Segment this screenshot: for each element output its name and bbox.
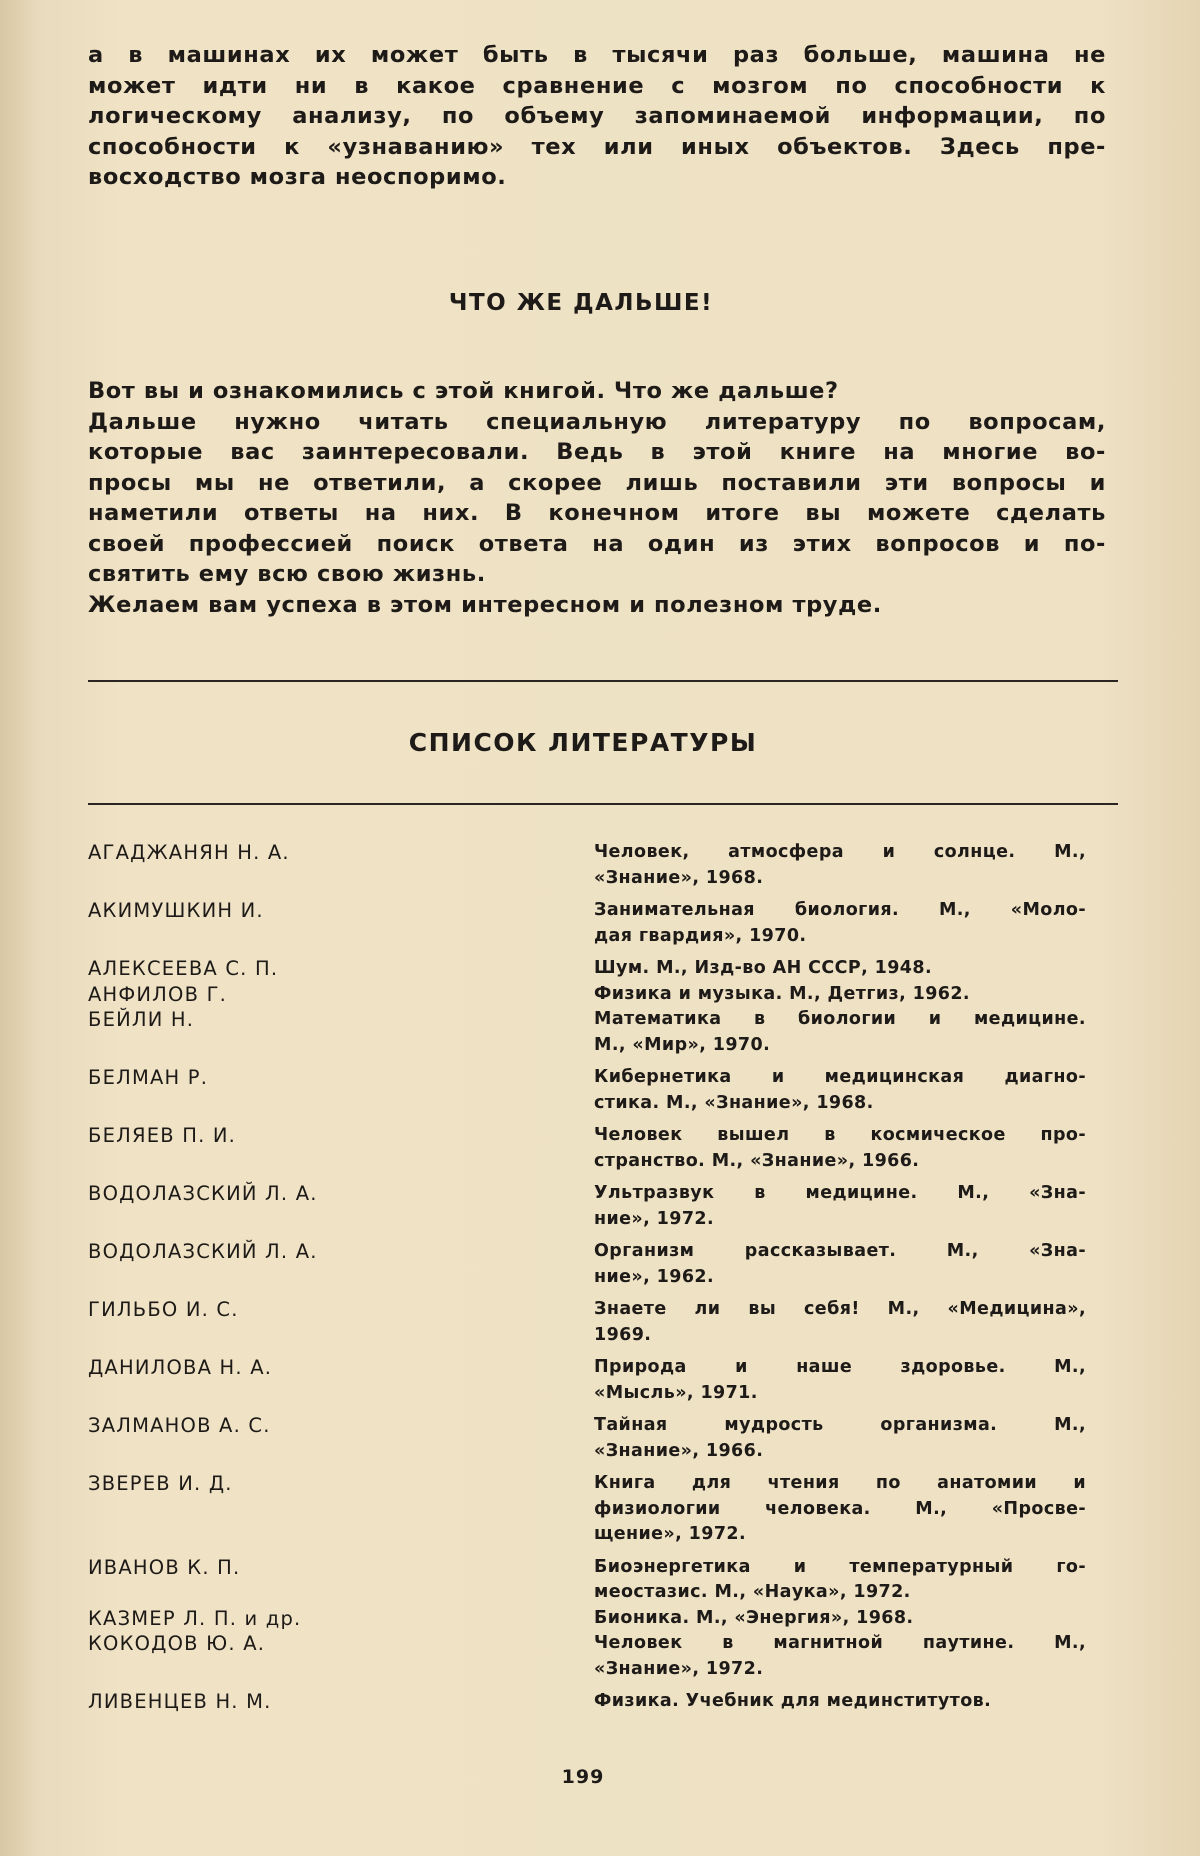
entry-title [594,1181,1086,1232]
entry-title-line: щение», 1972. [594,1524,747,1544]
entry-author: БЕЛЯЕВ П. И. [88,1124,237,1147]
entry-title-line: дая гвардия», 1970. [594,925,807,946]
bibliography-entry [88,956,1118,982]
entry-title-line: Человек в магнитной паутине. М., [594,1633,1086,1653]
entry-author: ИВАНОВ К. П. [88,1555,241,1579]
entry-title-line: Книга для чтения по анатомии и [594,1473,1086,1493]
entry-title-line: странство. М., «Знание», 1966. [594,1150,920,1171]
section-heading-what-next: ЧТО ЖЕ ДАЛЬШЕ! [448,290,714,316]
bibliography-entry [88,1123,1118,1174]
entry-author: ВОДОЛАЗСКИЙ Л. А. [88,1182,318,1205]
entry-author: АГАДЖАНЯН Н. А. [88,841,290,864]
bibliography-entry [88,1413,1118,1464]
entry-title-line: Шум. М., Изд-во АН СССР, 1948. [594,958,933,978]
bibliography-entry [88,1606,1118,1632]
entry-title-line: Биоэнергетика и температурный го- [594,1556,1086,1577]
bibliography-entry [88,840,1118,891]
entry-author: БЕЙЛИ Н. [88,1008,195,1031]
bibliography-entry [88,1689,1118,1715]
entry-title [594,1631,1086,1682]
entry-title-line: Знаете ли вы себя! М., «Медицина», [594,1299,1086,1319]
text-line: Желаем вам успеха в этом интересном и полезном труде. [88,591,882,618]
entry-title [594,1123,1086,1174]
bibliography-entry [88,982,1118,1008]
entry-author: ЛИВЕНЦЕВ Н. М. [88,1690,272,1713]
text-line: Вот вы и ознакомились с этой книгой. Что же дальше? [88,378,839,404]
text-line: которые вас заинтересовали. Ведь в этой книге на многие во- [88,439,1106,465]
entry-title [594,1413,1086,1464]
intro-paragraph [88,40,1106,193]
entry-title [594,840,1086,891]
entry-author: ГИЛЬБО И. С. [88,1298,239,1321]
entry-title [594,1606,1086,1632]
text-line: логическому анализу, по объему запоминаемой информации, по [88,103,1106,129]
book-page [88,40,1118,1830]
entry-title [594,898,1086,949]
entry-title [594,1239,1086,1290]
divider-rule-bottom [88,803,1118,805]
bibliography-entry [88,1555,1118,1606]
entry-title-line: «Знание», 1966. [594,1440,764,1461]
entry-author: АЛЕКСЕЕВА С. П. [88,957,279,980]
entry-title-line: Ультразвук в медицине. М., «Зна- [594,1183,1086,1203]
bibliography-entry [88,898,1118,949]
entry-title-line: М., «Мир», 1970. [594,1034,771,1055]
entry-title-line: «Мысль», 1971. [594,1382,758,1403]
entry-title [594,1471,1086,1548]
bibliography-entry [88,1007,1118,1058]
entry-title-line: меостазис. М., «Наука», 1972. [594,1582,911,1602]
entry-title-line: Человек, атмосфера и солнце. М., [594,842,1086,862]
entry-title [594,956,1086,982]
entry-title-line: физиологии человека. М., «Просве- [594,1498,1086,1519]
text-line: святить ему всю свою жизнь. [88,561,486,587]
entry-title-line: «Знание», 1968. [594,867,764,888]
entry-title [594,982,1086,1008]
divider-rule-top [88,680,1118,682]
text-line: просы мы не ответили, а скорее лишь поставили эти вопросы и [88,469,1106,496]
entry-title [594,1689,1086,1715]
entry-author: БЕЛМАН Р. [88,1066,209,1089]
entry-title-line: ние», 1972. [594,1208,715,1229]
what-next-paragraph [88,376,1106,620]
entry-title [594,1065,1086,1116]
entry-title-line: Кибернетика и медицинская диагно- [594,1067,1086,1087]
entry-title [594,1555,1086,1606]
bibliography-entry [88,1065,1118,1116]
text-line: своей профессией поиск ответа на один из этих вопросов и по- [88,530,1106,557]
text-line: а в машинах их может быть в тысячи раз больше, машина не [88,42,1106,68]
bibliography-list [88,840,1118,1715]
entry-title [594,1297,1086,1348]
text-line: наметили ответы на них. В конечном итоге вы можете сделать [88,500,1106,526]
bibliography-entry [88,1181,1118,1232]
entry-title-line: Бионика. М., «Энергия», 1968. [594,1607,914,1628]
entry-title-line: 1969. [594,1324,652,1345]
entry-author: ВОДОЛАЗСКИЙ Л. А. [88,1240,318,1263]
entry-title-line: стика. М., «Знание», 1968. [594,1092,874,1113]
bibliography-entry [88,1297,1118,1348]
entry-author: ДАНИЛОВА Н. А. [88,1356,273,1379]
entry-author: АНФИЛОВ Г. [88,982,228,1006]
page-number: 199 [561,1766,605,1788]
entry-title [594,1007,1086,1058]
entry-author: КОКОДОВ Ю. А. [88,1632,266,1655]
bibliography-entry [88,1471,1118,1548]
entry-title-line: Тайная мудрость организма. М., [594,1415,1086,1435]
entry-title-line: «Знание», 1972. [594,1658,764,1679]
text-line: Дальше нужно читать специальную литературу по вопросам, [88,408,1106,435]
entry-author: КАЗМЕР Л. П. и др. [88,1606,302,1630]
entry-author: ЗВЕРЕВ И. Д. [88,1472,233,1495]
entry-title-line: Природа и наше здоровье. М., [594,1357,1086,1377]
entry-title-line: Занимательная биология. М., «Моло- [594,900,1086,920]
entry-title-line: Человек вышел в космическое про- [594,1125,1086,1145]
text-line: способности к «узнаванию» тех или иных объектов. Здесь пре- [88,133,1106,160]
bibliography-entry [88,1239,1118,1290]
bibliography-heading: СПИСОК ЛИТЕРАТУРЫ [408,728,758,757]
bibliography-entry [88,1631,1118,1682]
entry-author: АКИМУШКИН И. [88,899,264,922]
bibliography-entry [88,1355,1118,1406]
entry-title-line: Физика и музыка. М., Детгиз, 1962. [594,983,970,1004]
text-line: восходство мозга неоспоримо. [88,164,507,190]
entry-author: ЗАЛМАНОВ А. С. [88,1414,271,1437]
entry-title-line: Организм рассказывает. М., «Зна- [594,1241,1086,1261]
entry-title-line: Физика. Учебник для мединститутов. [594,1691,992,1711]
entry-title-line: ние», 1962. [594,1266,715,1287]
text-line: может идти ни в какое сравнение с мозгом по способности к [88,72,1106,99]
entry-title-line: Математика в биологии и медицине. [594,1009,1086,1029]
entry-title [594,1355,1086,1406]
